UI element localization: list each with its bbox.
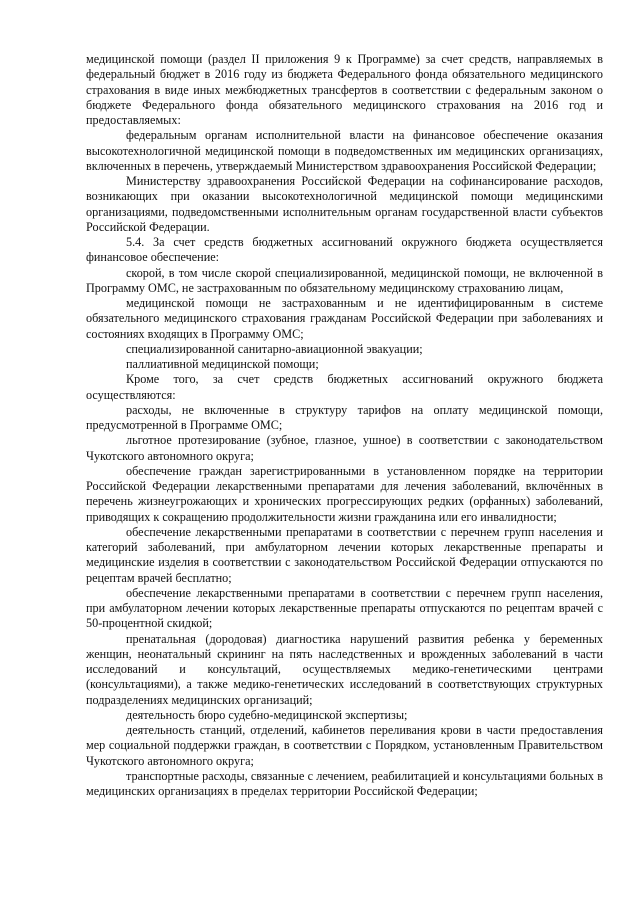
paragraph-additionally: Кроме того, за счет средств бюджетных ассигнований окружного бюджета осуществляются:	[86, 372, 603, 402]
paragraph-continuation: медицинской помощи (раздел II приложения 9 к Программе) за счет средств, направляемых в федеральный бюджет в 2016 году из бюджета Федерального фонда обязательного медицинского страхования в виде иных межбюджетных трансфертов в соответствии с федеральным законом о бюджете Федерального фонда обязательного медицинского страхования на 2016 год и предоставляемых:	[86, 52, 603, 127]
paragraph-ministry: Министерству здравоохранения Российской Федерации на софинансирование расходов, возникающих при оказании высокотехнологичной медицинской помощи медицинскими организациями, подведомственными исполнительным органам государственной власти субъектов Российской Федерации.	[86, 174, 603, 234]
paragraph-section-5-4: 5.4. За счет средств бюджетных ассигнований окружного бюджета осуществляется финансовое обеспечение:	[86, 235, 603, 265]
paragraph-forensic-bureau: деятельность бюро судебно-медицинской экспертизы;	[126, 707, 408, 722]
paragraph-uninsured-care: медицинской помощи не застрахованным и не идентифицированным в системе обязательного медицинского страхования гражданам Российской Федерации при заболеваниях и состояниях входящих в Программу ОМС;	[86, 296, 603, 341]
paragraph-discount-drugs: обеспечение лекарственными препаратами в соответствии с перечнем групп населения, при амбулаторном лечении которых лекарственные препараты отпускаются по рецептам врачей с 50-процентной скидкой;	[86, 585, 603, 631]
paragraph-prenatal-diagnostics: пренатальная (дородовая) диагностика нарушений развития ребенка у беременных женщин, неонатальный скрининг на пять наследственных и врожденных заболеваний в части исследований и консультаций, осуществляемых медико-генетическими центрами (консультациями), а также медико-генетических исследований в соответствующих структурных подразделениях медицинских организаций;	[86, 631, 603, 707]
paragraph-emergency-care: скорой, в том числе скорой специализированной, медицинской помощи, не включенной в Программу ОМС, не застрахованным по обязательному медицинскому страхованию лицам,	[86, 265, 603, 295]
paragraph-prosthetics: льготное протезирование (зубное, глазное, ушное) в соответствии с законодательством Чукотского автономного округа;	[86, 433, 603, 463]
paragraph-federal-bodies: федеральным органам исполнительной власти на финансовое обеспечение оказания высокотехнологичной медицинской помощи в подведомственных им медицинских организациях, включенных в перечень, утверждаемый Министерством здравоохранения Российской Федерации;	[86, 128, 603, 173]
paragraph-palliative-care: паллиативной медицинской помощи;	[126, 357, 319, 371]
paragraph-transport-expenses: транспортные расходы, связанные с лечением, реабилитацией и консультациями больных в медицинских организациях в пределах территории Российской Федерации;	[86, 768, 603, 798]
paragraph-air-evacuation: специализированной санитарно-авиационной эвакуации;	[126, 341, 423, 356]
paragraph-free-drugs: обеспечение лекарственными препаратами в соответствии с перечнем групп населения и категорий заболеваний, при амбулаторном лечении которых лекарственные препараты и медицинские изделия в соответствии с законодательством Российской Федерации отпускаются по рецептам врачей бесплатно;	[86, 524, 603, 585]
paragraph-expenses: расходы, не включенные в структуру тарифов на оплату медицинской помощи, предусмотренной в Программе ОМС;	[86, 402, 603, 432]
paragraph-orphan-diseases: обеспечение граждан зарегистрированными в установленном порядке на территории Российской Федерации лекарственными препаратами для лечения заболеваний, включённых в перечень жизнеугрожающих и хронических прогрессирующих редких (орфанных) заболеваний, приводящих к сокращению продолжительности жизни гражданина или его инвалидности;	[86, 463, 603, 524]
document-page	[86, 52, 603, 799]
paragraph-blood-transfusion: деятельность станций, отделений, кабинетов переливания крови в части предоставления мер социальной поддержки граждан, в соответствии с Порядком, установленным Правительством Чукотского автономного округа;	[86, 723, 603, 768]
